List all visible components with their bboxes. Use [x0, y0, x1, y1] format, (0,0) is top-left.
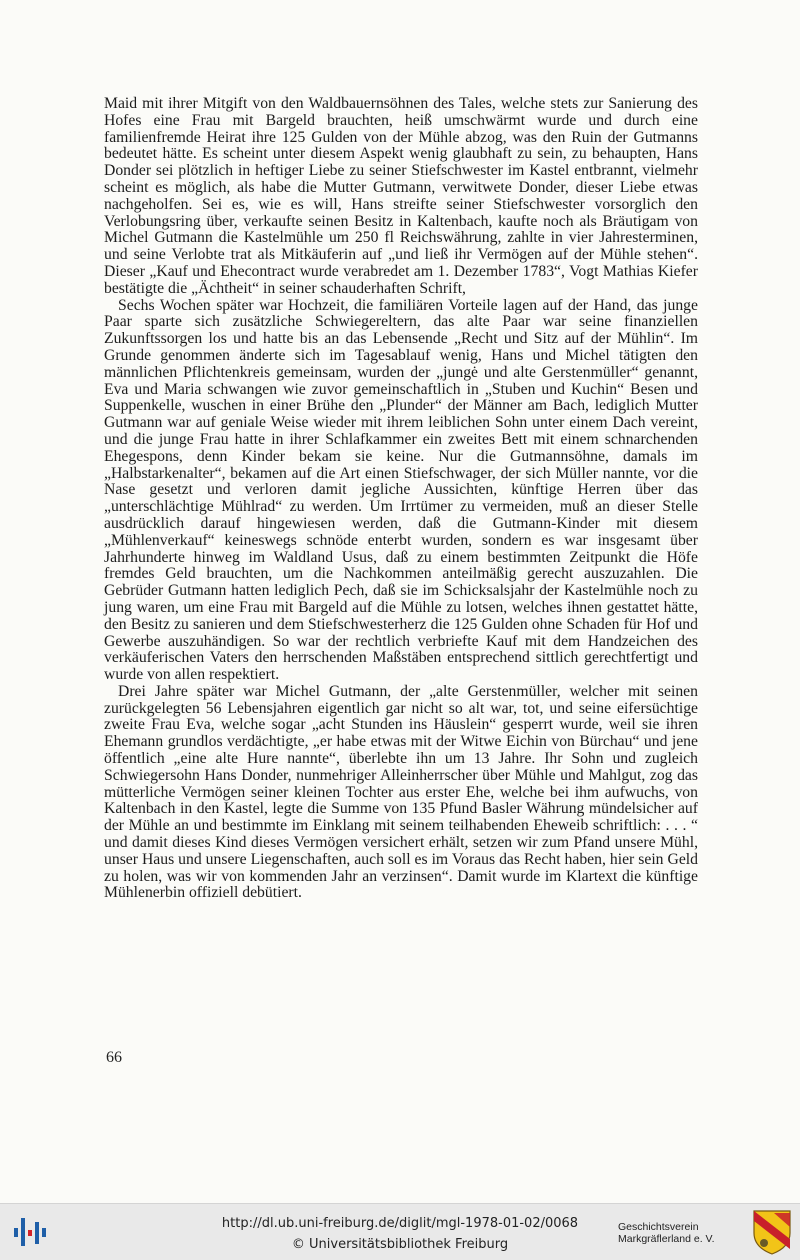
paragraph-2: Sechs Wochen später war Hochzeit, die familiären Vorteile lagen auf der Hand, das junge Paar sparte sich zusätzliche Schwiegereltern, das alte Paar war seine finanziellen Zukunftssorgen los und hatte bis an das Lebensende „Recht und Sitz auf der Mühlin“. Im Grunde genommen änderte sich im Tagesablauf wenig, Hans und Michel tätigten den männlichen Pflichtenkreis gemeinsam, wurden der „jungė und alte Gerstenmüller“ genannt, Eva und Maria schwangen wie zuvor gemeinschaftlich in „Stuben und Kuchin“ Besen und Suppenkelle, wuschen in einer Brühe den „Plunder“ der Männer am Bach, lediglich Mutter Gutmann war auf geniale Weise wieder mit ihrem leiblichen Sohn unter einem Dach vereint, und die junge Frau hatte in ihrer Schlafkammer ein zweites Bett mit einem schnarchenden Ehegespons, denn Kinder bekam sie keine. Nur die Gutmannsöhne, damals im „Halbstarkenalter“, bekamen auf die Art einen Stiefschwager, der sich Müller nannte, vor die Nase gesetzt und verloren damit jegliche Aussichten, künftige Herren über das „unterschlächtige Mühlrad“ zu werden. Um Irrtümer zu vermeiden, muß an dieser Stelle ausdrücklich darauf hingewiesen werden, daß die Gutmann-Kinder mit diesem „Mühlenverkauf“ keineswegs schnöde enterbt wurden, sondern es war insgesamt über Jahrhunderte hinweg im Waldland Usus, daß zu einem bestimmten Zeitpunkt die Höfe fremdes Geld brauchten, um die Nachkommen anteilmäßig gerecht auszuzahlen. Die Gebrüder Gutmann hatten lediglich Pech, daß sie im Schicksalsjahr der Kastelmühle noch zu jung waren, um eine Frau mit Bargeld auf die Mühle zu lotsen, welches ihnen gestattet hätte, den Besitz zu sanieren und dem Stiefschwesterherz die 125 Gulden ohne Schaden für Hof und Gewerbe auszuhändigen. So war der rechtlich verbriefte Kauf mit dem Handzeichen des verkäuferischen Vaters den herrschenden Maßstäben entsprechend sittlich gerechtfertigt und wurde von allen respektiert.	[104, 296, 698, 684]
society-line-1: Geschichtsverein	[618, 1221, 699, 1233]
footer-bar	[0, 1203, 800, 1260]
source-url-link[interactable]: http://dl.ub.uni-freiburg.de/diglit/mgl-1978-01-02/0068	[221, 1216, 579, 1231]
copyright-text: © Universitätsbibliothek Freiburg	[291, 1237, 509, 1252]
page-number: 66	[106, 1049, 122, 1066]
coat-of-arms-icon[interactable]	[752, 1209, 792, 1255]
society-line-2: Markgräflerland e. V.	[618, 1233, 715, 1245]
society-name	[618, 1221, 748, 1245]
body-text	[104, 96, 698, 902]
paragraph-1: Maid mit ihrer Mitgift von den Waldbauernsöhnen des Tales, welche stets zur Sanierung des Hofes eine Frau mit Bargeld brauchten, heiß umschwärmt wurde und durch eine familienfremde Heirat ihre 125 Gulden von der Mühle abzog, was den Ruin der Gutmanns bedeutet hätte. Es scheint unter diesem Aspekt wenig glaubhaft zu sein, zu behaupten, Hans Donder sei plötzlich in heftiger Liebe zu seiner Stiefschwester im Kastel entbrannt, vielmehr scheint es möglich, als habe die Mutter Gutmann, verwitwete Donder, dieser Liebe etwas nachgeholfen. Sei es, wie es will, Hans streifte seiner Stiefschwester vorsorglich den Verlobungsring über, verkaufte seinen Besitz in Kaltenbach, kaufte noch als Bräutigam von Michel Gutmann die Kastelmühle um 250 fl Reichswährung, zahlte in vier Jahresterminen, und seine Verlobte trat als Mitkäuferin auf „und ließ ihr Vermögen auf der Mühle stehen“. Dieser „Kauf und Ehecontract wurde verabredet am 1. Dezember 1783“, Vogt Mathias Kiefer bestätigte die „Ächtheit“ in seiner schauderhaften Schrift,	[104, 95, 698, 297]
paragraph-3: Drei Jahre später war Michel Gutmann, der „alte Gerstenmüller, welcher mit seinen zurückgelegten 56 Lebensjahren eigentlich gar nicht so alt war, tot, und seine eifersüchtige zweite Frau Eva, welche sogar „acht Stunden ins Häuslein“ gesperrt wurde, weil sie ihren Ehemann grundlos verdächtigte, „er habe etwas mit der Witwe Eichin von Bürchau“ und jene öffentlich „eine alte Hure nannte“, überlebte ihn um 13 Jahre. Ihr Sohn und zugleich Schwiegersohn Hans Donder, nunmehriger Alleinherrscher über Mühle und Mahlgut, zog das mütterliche Vermögen seiner kleinen Tochter aus erster Ehe, welche bei ihm aufwuchs, von Kaltenbach in den Kastel, legte die Summe von 135 Pfund Basler Währung mündelsicher auf der Mühle an und bestimmte im Einklang mit seinem teilhabenden Eheweib schriftlich: . . . “ und damit dieses Kind dieses Vermögen versichert erhält, setzen wir zum Pfand unsere Mühl, unser Haus und unsere Liegenschaften, auch soll es im Voraus das Recht haben, hier sein Geld zu holen, was wir von kommenden Jahr an verzinsen“. Damit wurde im Klartext die künftige Mühlenerbin offiziell debütiert.	[104, 682, 698, 902]
